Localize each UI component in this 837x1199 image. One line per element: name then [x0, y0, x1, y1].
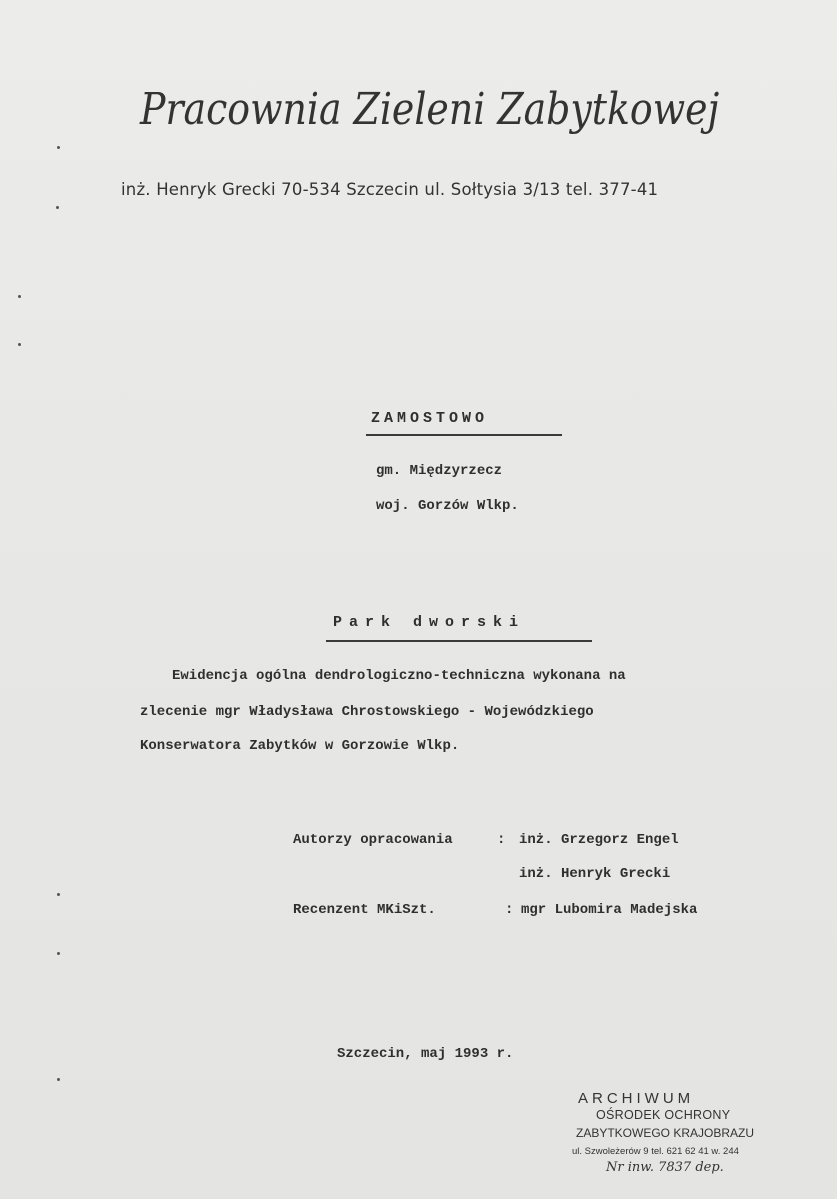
description-line: Konserwatora Zabytków w Gorzowie Wlkp. — [140, 738, 460, 754]
reviewer-name: mgr Lubomira Madejska — [521, 902, 698, 918]
location-wojewodztwo: woj. Gorzów Wlkp. — [376, 498, 519, 514]
inventory-number: Nr inw. 7837 dep. — [606, 1160, 724, 1175]
punch-hole — [57, 146, 60, 149]
authors-label: Autorzy opracowania — [293, 832, 453, 848]
description-line: Ewidencja ogólna dendrologiczno-techniczna wykonana na — [172, 668, 626, 684]
punch-hole — [18, 343, 21, 346]
stamp-line: ZABYTKOWEGO KRAJOBRAZU — [576, 1126, 755, 1140]
place-date: Szczecin, maj 1993 r. — [337, 1046, 514, 1062]
stamp-line: ARCHIWUM — [578, 1090, 695, 1107]
punch-hole — [56, 206, 59, 209]
punch-hole — [57, 1078, 60, 1081]
reviewer-label: Recenzent MKiSzt. — [293, 902, 436, 918]
stamp-line: OŚRODEK OCHRONY — [596, 1108, 731, 1122]
separator: : — [497, 832, 506, 848]
underline — [366, 434, 562, 436]
stamp-line: ul. Szwoleżerów 9 tel. 621 62 41 w. 244 — [572, 1146, 739, 1157]
punch-hole — [18, 295, 21, 298]
letterhead-title: Pracownia Zieleni Zabytkowej — [140, 84, 720, 135]
location-gmina: gm. Międzyrzecz — [376, 463, 503, 479]
location-name: ZAMOSTOWO — [371, 410, 489, 427]
underline — [326, 640, 592, 642]
letterhead-contact: inż. Henryk Grecki 70-534 Szczecin ul. Sołtysia 3/13 tel. 377-41 — [121, 180, 659, 199]
separator: : — [505, 902, 514, 918]
punch-hole — [57, 893, 60, 896]
subject-title: Park dworski — [333, 614, 526, 631]
description-line: zlecenie mgr Władysława Chrostowskiego - Wojewódzkiego — [140, 704, 594, 720]
author-name: inż. Henryk Grecki — [519, 866, 671, 882]
author-name: inż. Grzegorz Engel — [519, 832, 679, 848]
punch-hole — [57, 952, 60, 955]
